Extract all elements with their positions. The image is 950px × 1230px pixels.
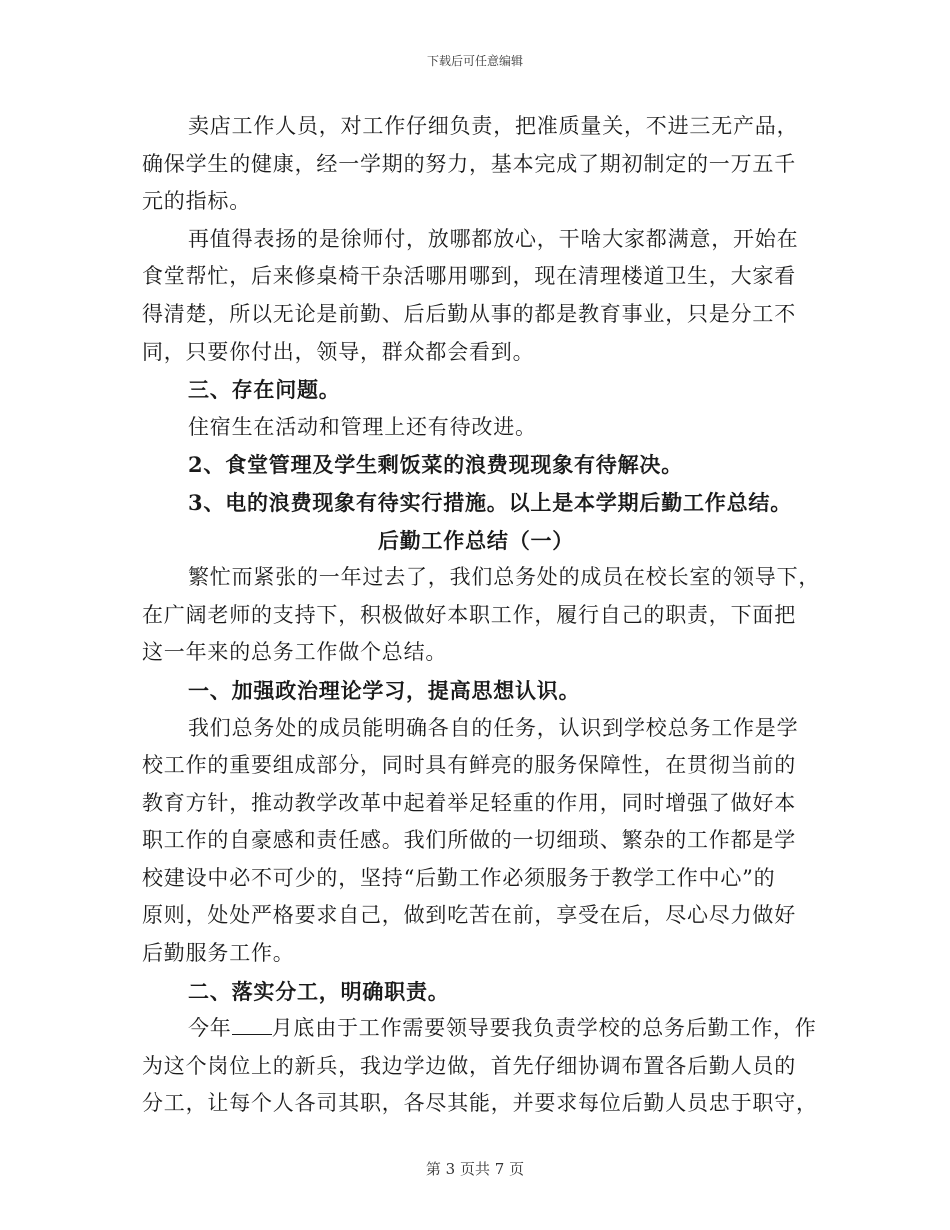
section-heading: 一、加强政治理论学习，提高思想认识。 [188, 677, 581, 703]
text-line: 同，只要你付出，领导，群众都会看到。 [142, 339, 535, 364]
text-line: 得清楚，所以无论是前勤、后后勤从事的都是教育事业，只是分工不 [142, 301, 796, 326]
text-line: 确保学生的健康，经一学期的努力，基本完成了期初制定的一万五千 [142, 151, 796, 176]
text-segment: 今年 [188, 1016, 232, 1041]
text-line: 元的指标。 [142, 189, 251, 214]
text-segment: 月底由于工作需要领导要我负责学校的总务后勤工作，作 [271, 1016, 817, 1041]
section-heading: 2、食堂管理及学生剩饭菜的浪费现现象有待解决。 [188, 452, 684, 478]
page-header: 下载后可任意编辑 [426, 54, 523, 68]
text-line: 后勤服务工作。 [142, 941, 295, 966]
document-body [142, 108, 821, 1123]
text-line: 我们总务处的成员能明确各自的任务，认识到学校总务工作是学 [188, 715, 799, 740]
text-line: 住宿生在活动和管理上还有待改进。 [188, 414, 537, 439]
text-line: 职工作的自豪感和责任感。我们所做的一切细琐、繁杂的工作都是学 [142, 828, 796, 853]
document-title: 后勤工作总结（一） [377, 527, 575, 553]
section-heading: 3、电的浪费现象有待实行措施。以上是本学期后勤工作总结。 [188, 489, 793, 515]
text-line: 原则，处处严格要求自己，做到吃苦在前，享受在后，尽心尽力做好 [142, 903, 796, 928]
text-line: 分工，让每个人各司其职，各尽其能，并要求每位后勤人员忠于职守， [142, 1091, 818, 1116]
text-line: 在广阔老师的支持下，积极做好本职工作，履行自己的职责，下面把 [142, 602, 796, 627]
text-line: 校建设中必不可少的，坚持“后勤工作必须服务于教学工作中心”的 [142, 865, 776, 890]
text-line: 校工作的重要组成部分，同时具有鲜亮的服务保障性，在贯彻当前的 [142, 753, 796, 778]
text-line: 再值得表扬的是徐师付，放哪都放心，干啥大家都满意，开始在 [188, 226, 799, 251]
text-line: 卖店工作人员，对工作仔细负责，把准质量关，不进三无产品， [188, 114, 799, 138]
text-line: 为这个岗位上的新兵，我边学边做，首先仔细协调布置各后勤人员的 [142, 1053, 796, 1078]
section-heading: 三、存在问题。 [188, 377, 341, 403]
text-line: 繁忙而紧张的一年过去了，我们总务处的成员在校长室的领导下， [188, 565, 821, 590]
section-heading: 二、落实分工，明确职责。 [188, 978, 450, 1004]
text-line: 食堂帮忙，后来修桌椅干杂活哪用哪到，现在清理楼道卫生，大家看 [142, 264, 796, 289]
text-line: 这一年来的总务工作做个总结。 [142, 640, 448, 665]
text-line: 教育方针，推动教学改革中起着举足轻重的作用，同时增强了做好本 [142, 790, 796, 815]
fill-in-blank [232, 1014, 272, 1035]
text-line [142, 1010, 817, 1048]
page-footer: 第 3 页共 7 页 [425, 1160, 525, 1178]
